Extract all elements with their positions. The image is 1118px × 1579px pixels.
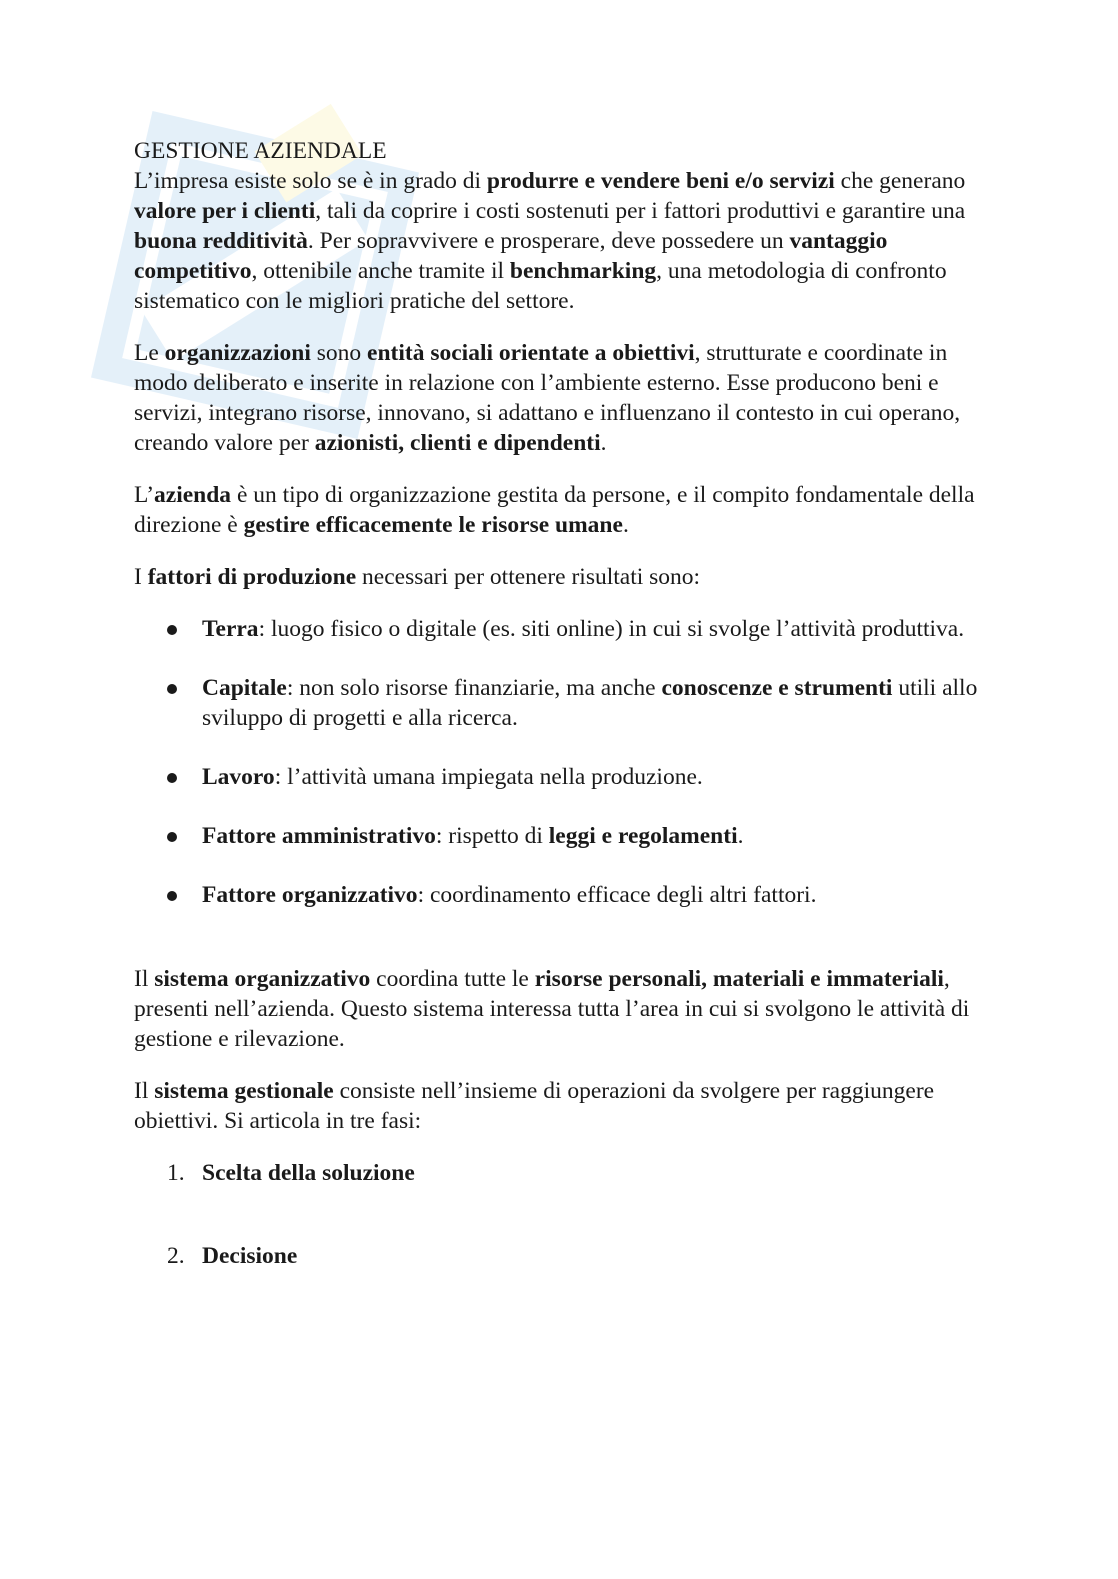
factors-list: [134, 614, 984, 910]
list-item: Capitale: non solo risorse finanziarie, ma anche conoscenze e strumenti utili allo sviluppo di progetti e alla ricerca.: [134, 673, 984, 733]
list-item: Fattore organizzativo: coordinamento efficace degli altri fattori.: [134, 880, 984, 910]
factors-intro-paragraph: I fattori di produzione necessari per ottenere risultati sono:: [134, 564, 701, 590]
document-body: [134, 136, 984, 1324]
org-system-paragraph: Il sistema organizzativo coordina tutte le risorse personali, materiali e immateriali, presenti nell’azienda. Questo sistema interessa tutta l’area in cui si svolgono le attività di gestione e rilevazione.: [134, 966, 970, 1052]
list-number: 2.: [167, 1243, 185, 1269]
list-item: Terra: luogo fisico o digitale (es. siti online) in cui si svolge l’attività produttiva.: [134, 614, 984, 644]
bullet-icon: [167, 891, 177, 901]
list-item: [134, 1158, 984, 1188]
bullet-icon: [167, 625, 177, 635]
phases-list: [134, 1158, 984, 1271]
list-number: 1.: [167, 1160, 185, 1186]
list-item: [134, 1241, 984, 1271]
list-item: Fattore amministrativo: rispetto di leggi e regolamenti.: [134, 821, 984, 851]
bullet-icon: [167, 832, 177, 842]
document-title: GESTIONE AZIENDALE: [134, 138, 387, 164]
list-item: Lavoro: l’attività umana impiegata nella produzione.: [134, 762, 984, 792]
phase-label: Decisione: [202, 1243, 298, 1269]
bullet-icon: [167, 773, 177, 783]
organizations-paragraph: Le organizzazioni sono entità sociali orientate a obiettivi, strutturate e coordinate in modo deliberato e inserite in relazione con l’ambiente esterno. Esse producono beni e servizi, integrano risorse, innovano, si adattano e influenzano il contesto in cui operano, creando valore per azionisti, clienti e dipendenti.: [134, 340, 961, 456]
bullet-icon: [167, 684, 177, 694]
phase-label: Scelta della soluzione: [202, 1160, 415, 1186]
intro-paragraph: L’impresa esiste solo se è in grado di produrre e vendere beni e/o servizi che generano valore per i clienti, tali da coprire i costi sostenuti per i fattori produttivi e garantire una buona redditività. Per sopravvivere e prosperare, deve possedere un vantaggio competitivo, ottenibile anche tramite il benchmarking, una metodologia di confronto sistematico con le migliori pratiche del settore.: [134, 168, 966, 314]
spacer: [134, 939, 984, 964]
company-paragraph: L’azienda è un tipo di organizzazione gestita da persone, e il compito fondamentale della direzione è gestire efficacemente le risorse umane.: [134, 482, 975, 538]
mgmt-system-paragraph: Il sistema gestionale consiste nell’insieme di operazioni da svolgere per raggiungere obiettivi. Si articola in tre fasi:: [134, 1078, 935, 1134]
